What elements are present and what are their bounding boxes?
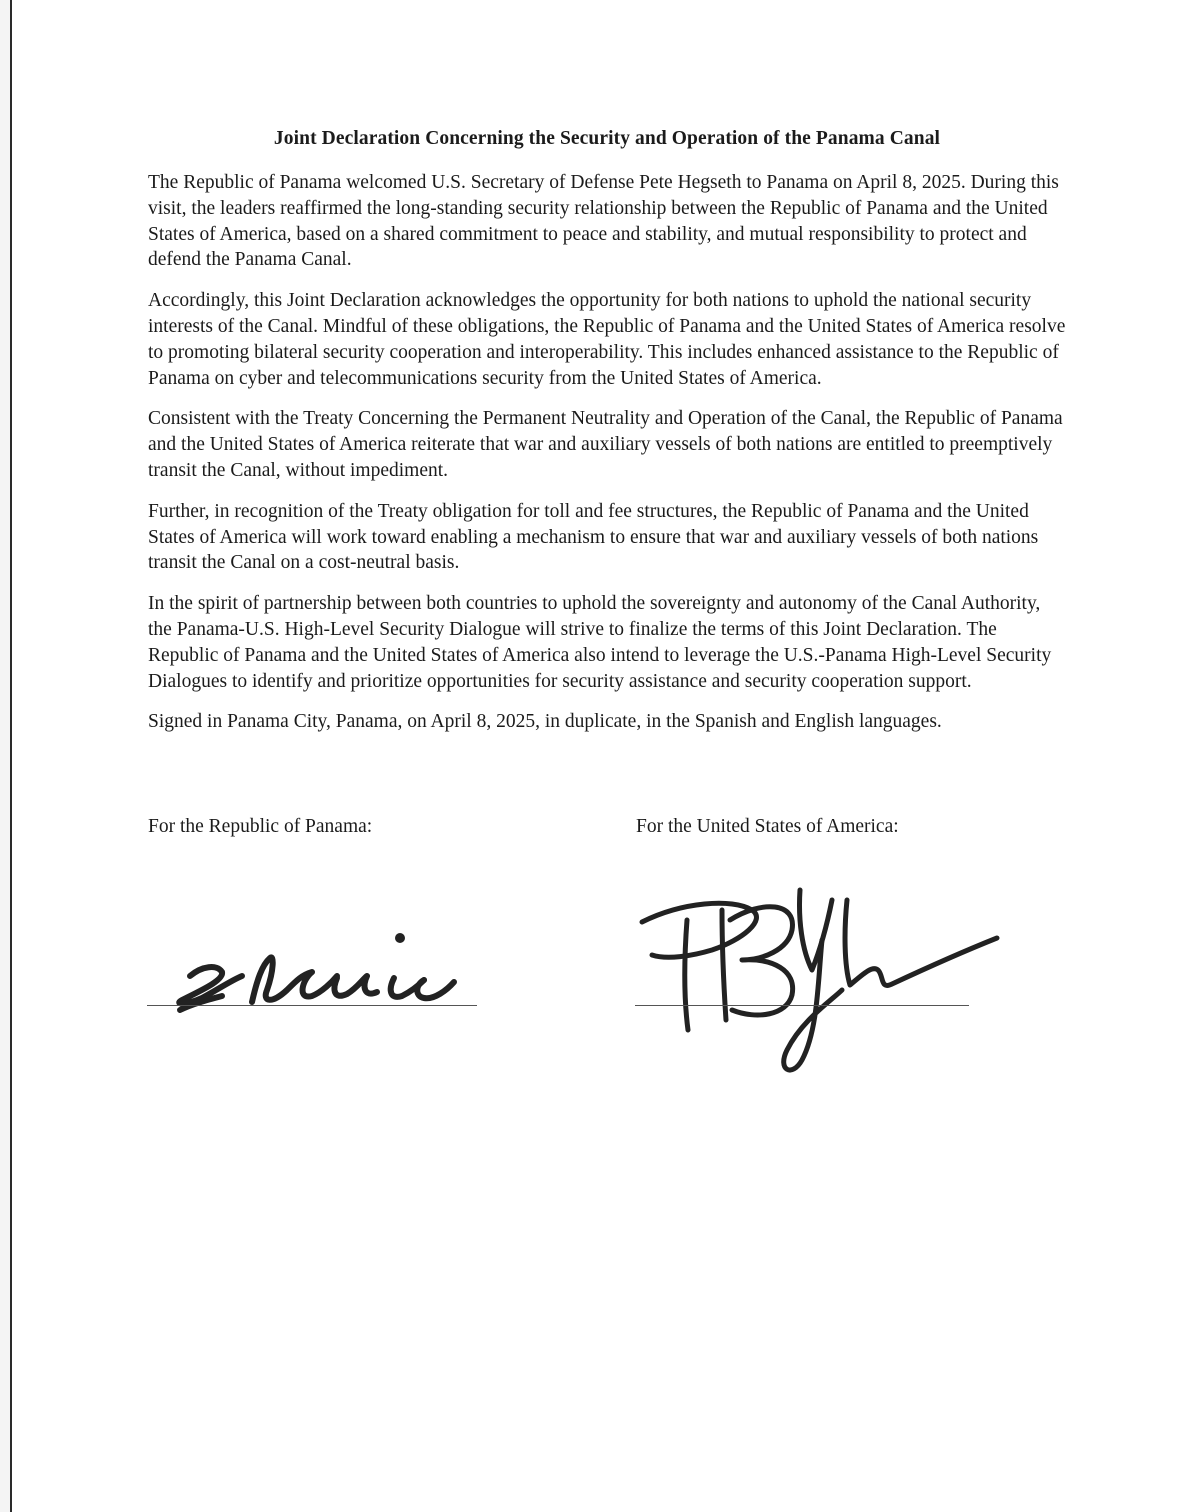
signatory-label-panama: For the Republic of Panama:	[148, 816, 373, 837]
paragraph-partnership: In the spirit of partnership between both countries to uphold the sovereignty and autonomy of the Canal Authority, the Panama-U.S. High-Level Security Dialogue will strive to finalize the terms of this Joint Declaration. The Republic of Panama and the United States of America also intend to leverage the U.S.-Panama High-Level Security Dialogues to identify and prioritize opportunities for security assistance and security cooperation support.	[148, 593, 1052, 692]
signature-usa	[622, 880, 1012, 1090]
paragraph-accordingly: Accordingly, this Joint Declaration acknowledges the opportunity for both nations to uphold the national security interests of the Canal. Mindful of these obligations, the Republic of Panama and the United States of America resolve to promoting bilateral security cooperation and interoperability. This includes enhanced assistance to the Republic of Panama on cyber and telecommunications security from the United States of America.	[148, 290, 1066, 389]
paragraph-toll: Further, in recognition of the Treaty obligation for toll and fee structures, the Republic of Panama and the United States of America will work toward enabling a mechanism to ensure that war and auxiliary vessels of both nations transit the Canal on a cost-neutral basis.	[148, 500, 1039, 574]
signatory-label-usa: For the United States of America:	[636, 816, 899, 837]
document-title: Joint Declaration Concerning the Security and Operation of the Panama Canal	[273, 128, 941, 149]
document-page	[10, 0, 1200, 1512]
signatory-labels	[148, 816, 1068, 846]
document-body	[148, 170, 1068, 750]
paragraph-visit: The Republic of Panama welcomed U.S. Secretary of Defense Pete Hegseth to Panama on April 8, 2025. During this visit, the leaders reaffirmed the long-standing security relationship between the Republic of Panama and the United States of America, based on a shared commitment to peace and stability, and mutual responsibility to protect and defend the Panama Canal.	[148, 172, 1059, 271]
paragraph-treaty: Consistent with the Treaty Concerning the Permanent Neutrality and Operation of the Canal, the Republic of Panama and the United States of America reiterate that war and auxiliary vessels of both nations are entitled to preemptively transit the Canal, without impediment.	[148, 408, 1063, 481]
signature-line-usa	[635, 1005, 969, 1006]
paragraph-signed: Signed in Panama City, Panama, on April 8, 2025, in duplicate, in the Spanish and English languages.	[148, 711, 942, 733]
signature-line-panama	[147, 1005, 477, 1006]
